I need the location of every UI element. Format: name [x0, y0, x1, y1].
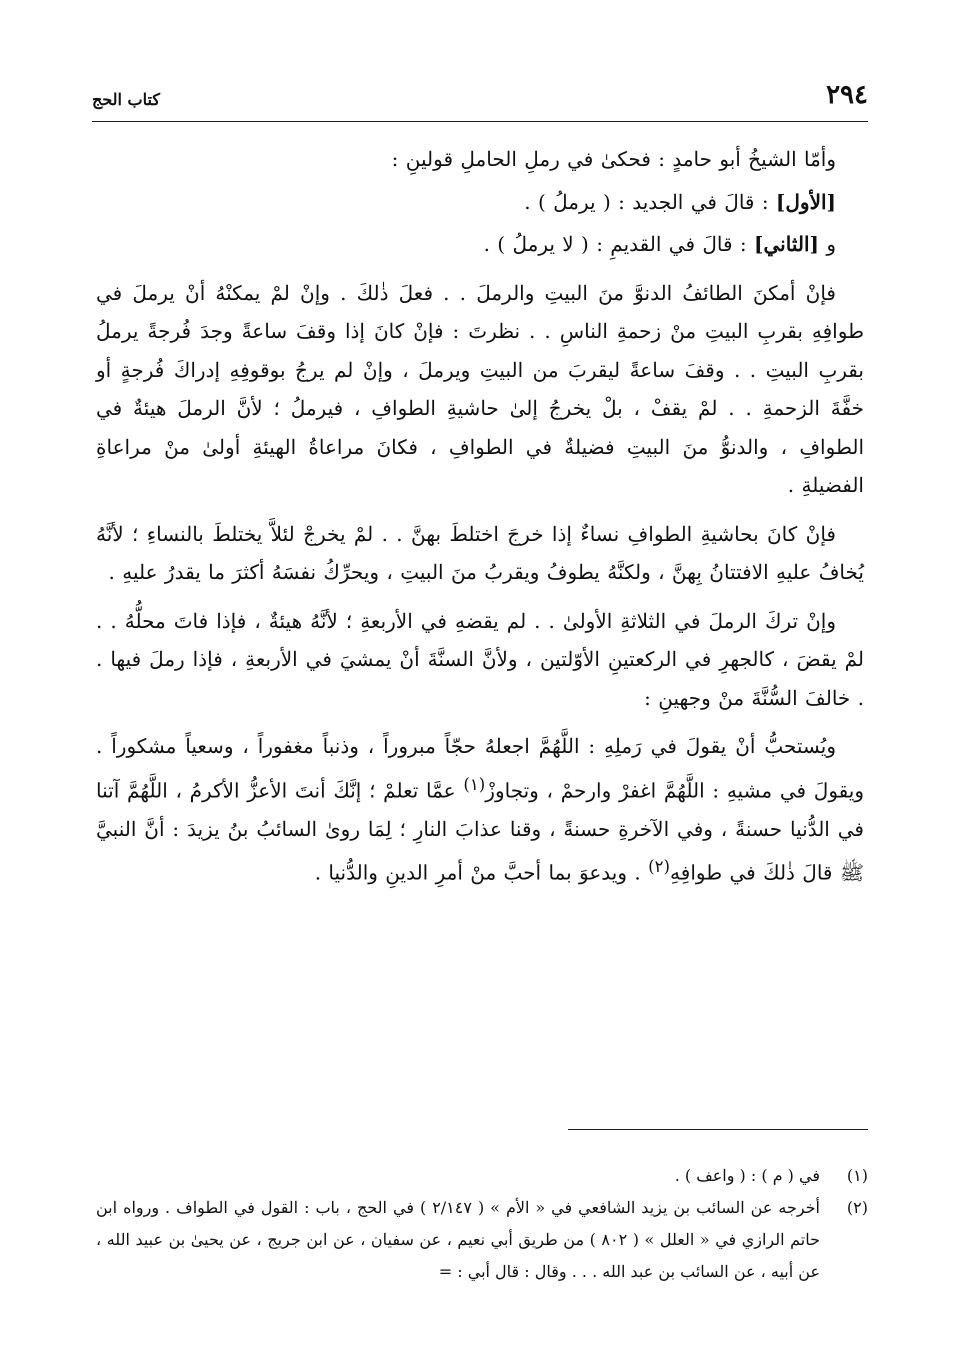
supplication-text-b: عمَّا تعلمْ ؛ إنَّكَ أنتَ الأعزُّ الأكرمُ ، اللَّهُمَّ آتنا في الدُّنيا حسنةً ، وفي الآخرةِ حسنةً ، وقنا عذابَ النارِ ؛ لِمَا روىٰ السائبُ بنُ يزيدَ : أنَّ النبيَّ ﷺ قالَ ذٰلكَ في طوافِهِ — [96, 778, 864, 885]
second-opinion-text: : قالَ في القديمِ : ( لا يرملُ ) . — [483, 232, 755, 256]
paragraph-first-opinion — [96, 183, 864, 222]
footnote-ref-1: (١) — [463, 774, 486, 794]
paragraph-women — [96, 515, 864, 592]
footnote-1-text: في ( م ) : ( واعف ) . — [674, 1166, 820, 1185]
paragraph-missed-raml — [96, 602, 864, 718]
page-header — [92, 80, 868, 118]
paragraph-intro-text: وأمّا الشيخُ أبو حامدٍ : فحكىٰ في رملِ الحاملِ قولينِ : — [391, 147, 836, 171]
running-title: كتاب الحج — [92, 90, 160, 109]
footnote-1-number: (١) — [846, 1166, 868, 1185]
footnote-1 — [96, 1160, 868, 1192]
supplication-text-a: ويُستحبُّ أنْ يقولَ في رَملِهِ : اللَّهُمَّ اجعلهُ حجّاً مبروراً ، وذنباً مغفوراً ، وسعياً مشكوراً . ويقولَ في مشيهِ : اللَّهُمَّ اغفرْ وارحمْ ، وتجاوزْ — [96, 734, 864, 803]
footnote-divider — [568, 1129, 868, 1130]
footnote-ref-2: (٢) — [648, 857, 671, 877]
paragraph-missed-raml-text: وإنْ تركَ الرملَ في الثلاثةِ الأولىٰ . . لم يقضهِ في الأربعةِ ؛ لأنَّهُ هيئةٌ ، فإذا فاتَ محلُّهُ . . لمْ يقضَ ، كالجهرِ في الركعتينِ الأوّلتين ، ولأنَّ السنَّةَ أنْ يمشيَ في الأربعةِ ، فإذا رملَ فيها . . خالفَ السُّنَّةَ منْ وجهينِ : — [96, 608, 864, 710]
footnote-2-number: (٢) — [846, 1198, 868, 1217]
paragraph-approach-text: فإنْ أمكنَ الطائفُ الدنوَّ منَ البيتِ والرملَ . . فعلَ ذٰلكَ . وإنْ لمْ يمكنْهُ أنْ يرملَ في طوافِهِ بقربِ البيتِ منْ زحمةِ الناسِ . . نظرتَ : فإنْ كانَ إذا وقفَ ساعةً وجدَ فُرجةً يرملُ بقربِ البيتِ . . وقفَ ساعةً ليقربَ من البيتِ ويرملَ ، وإنْ لم يرجُ بوقوفِهِ إدراكَ فُرجةٍ أو خفَّةَ الزحمةِ . . لمْ يقفْ ، بلْ يخرجُ إلىٰ حاشيةِ الطوافِ ، فيرملُ ؛ لأنَّ الرملَ هيئةٌ في الطوافِ ، والدنوُّ منَ البيتِ فضيلةٌ في الطوافِ ، فكانَ مراعاةُ الهيئةِ أولىٰ منْ مراعاةِ الفضيلةِ . — [96, 280, 864, 497]
footnotes — [96, 1160, 868, 1288]
page-number: ٢٩٤ — [826, 80, 868, 110]
paragraph-intro — [96, 140, 864, 179]
footnote-2 — [96, 1192, 868, 1288]
paragraph-women-text: فإنْ كانَ بحاشيةِ الطوافِ نساءٌ إذا خرجَ اختلطَ بهنَّ . . لمْ يخرجْ لئلاَّ يختلطَ بالنساءِ ؛ لأنَّهُ يُخافُ عليهِ الافتتانُ بِهنَّ ، ولكنَّهُ يطوفُ ويقربُ منَ البيتِ ، ويحرِّكُ نفسَهُ أكثرَ ما يقدرُ عليهِ . — [96, 521, 864, 584]
second-opinion-label: [الثاني] — [754, 232, 819, 256]
header-divider — [92, 121, 868, 122]
footnote-2-text: أخرجه عن السائب بن يزيد الشافعي في « الأم » ( ٢/١٤٧ ) في الحج ، باب : القول في الطواف . ورواه ابن حاتم الرازي في « العلل » ( ٨٠٢ ) من طريق أبي نعيم ، عن سفيان ، عن ابن جريج ، عن يحيىٰ بن عبيد الله ، عن أبيه ، عن السائب بن عبد الله . . . وقال : قال أبي : = — [96, 1198, 821, 1281]
first-opinion-text: : قالَ في الجديد : ( يرملُ ) . — [524, 189, 776, 214]
paragraph-approach — [96, 274, 864, 505]
main-text — [96, 140, 864, 902]
paragraph-second-opinion — [96, 225, 864, 264]
paragraph-supplication — [96, 727, 864, 892]
second-opinion-prefix: و — [818, 232, 836, 256]
supplication-text-c: . ويدعوَ بما أحبَّ منْ أمرِ الدينِ والدُّنيا . — [314, 860, 649, 885]
first-opinion-label: [الأول] — [775, 189, 836, 214]
